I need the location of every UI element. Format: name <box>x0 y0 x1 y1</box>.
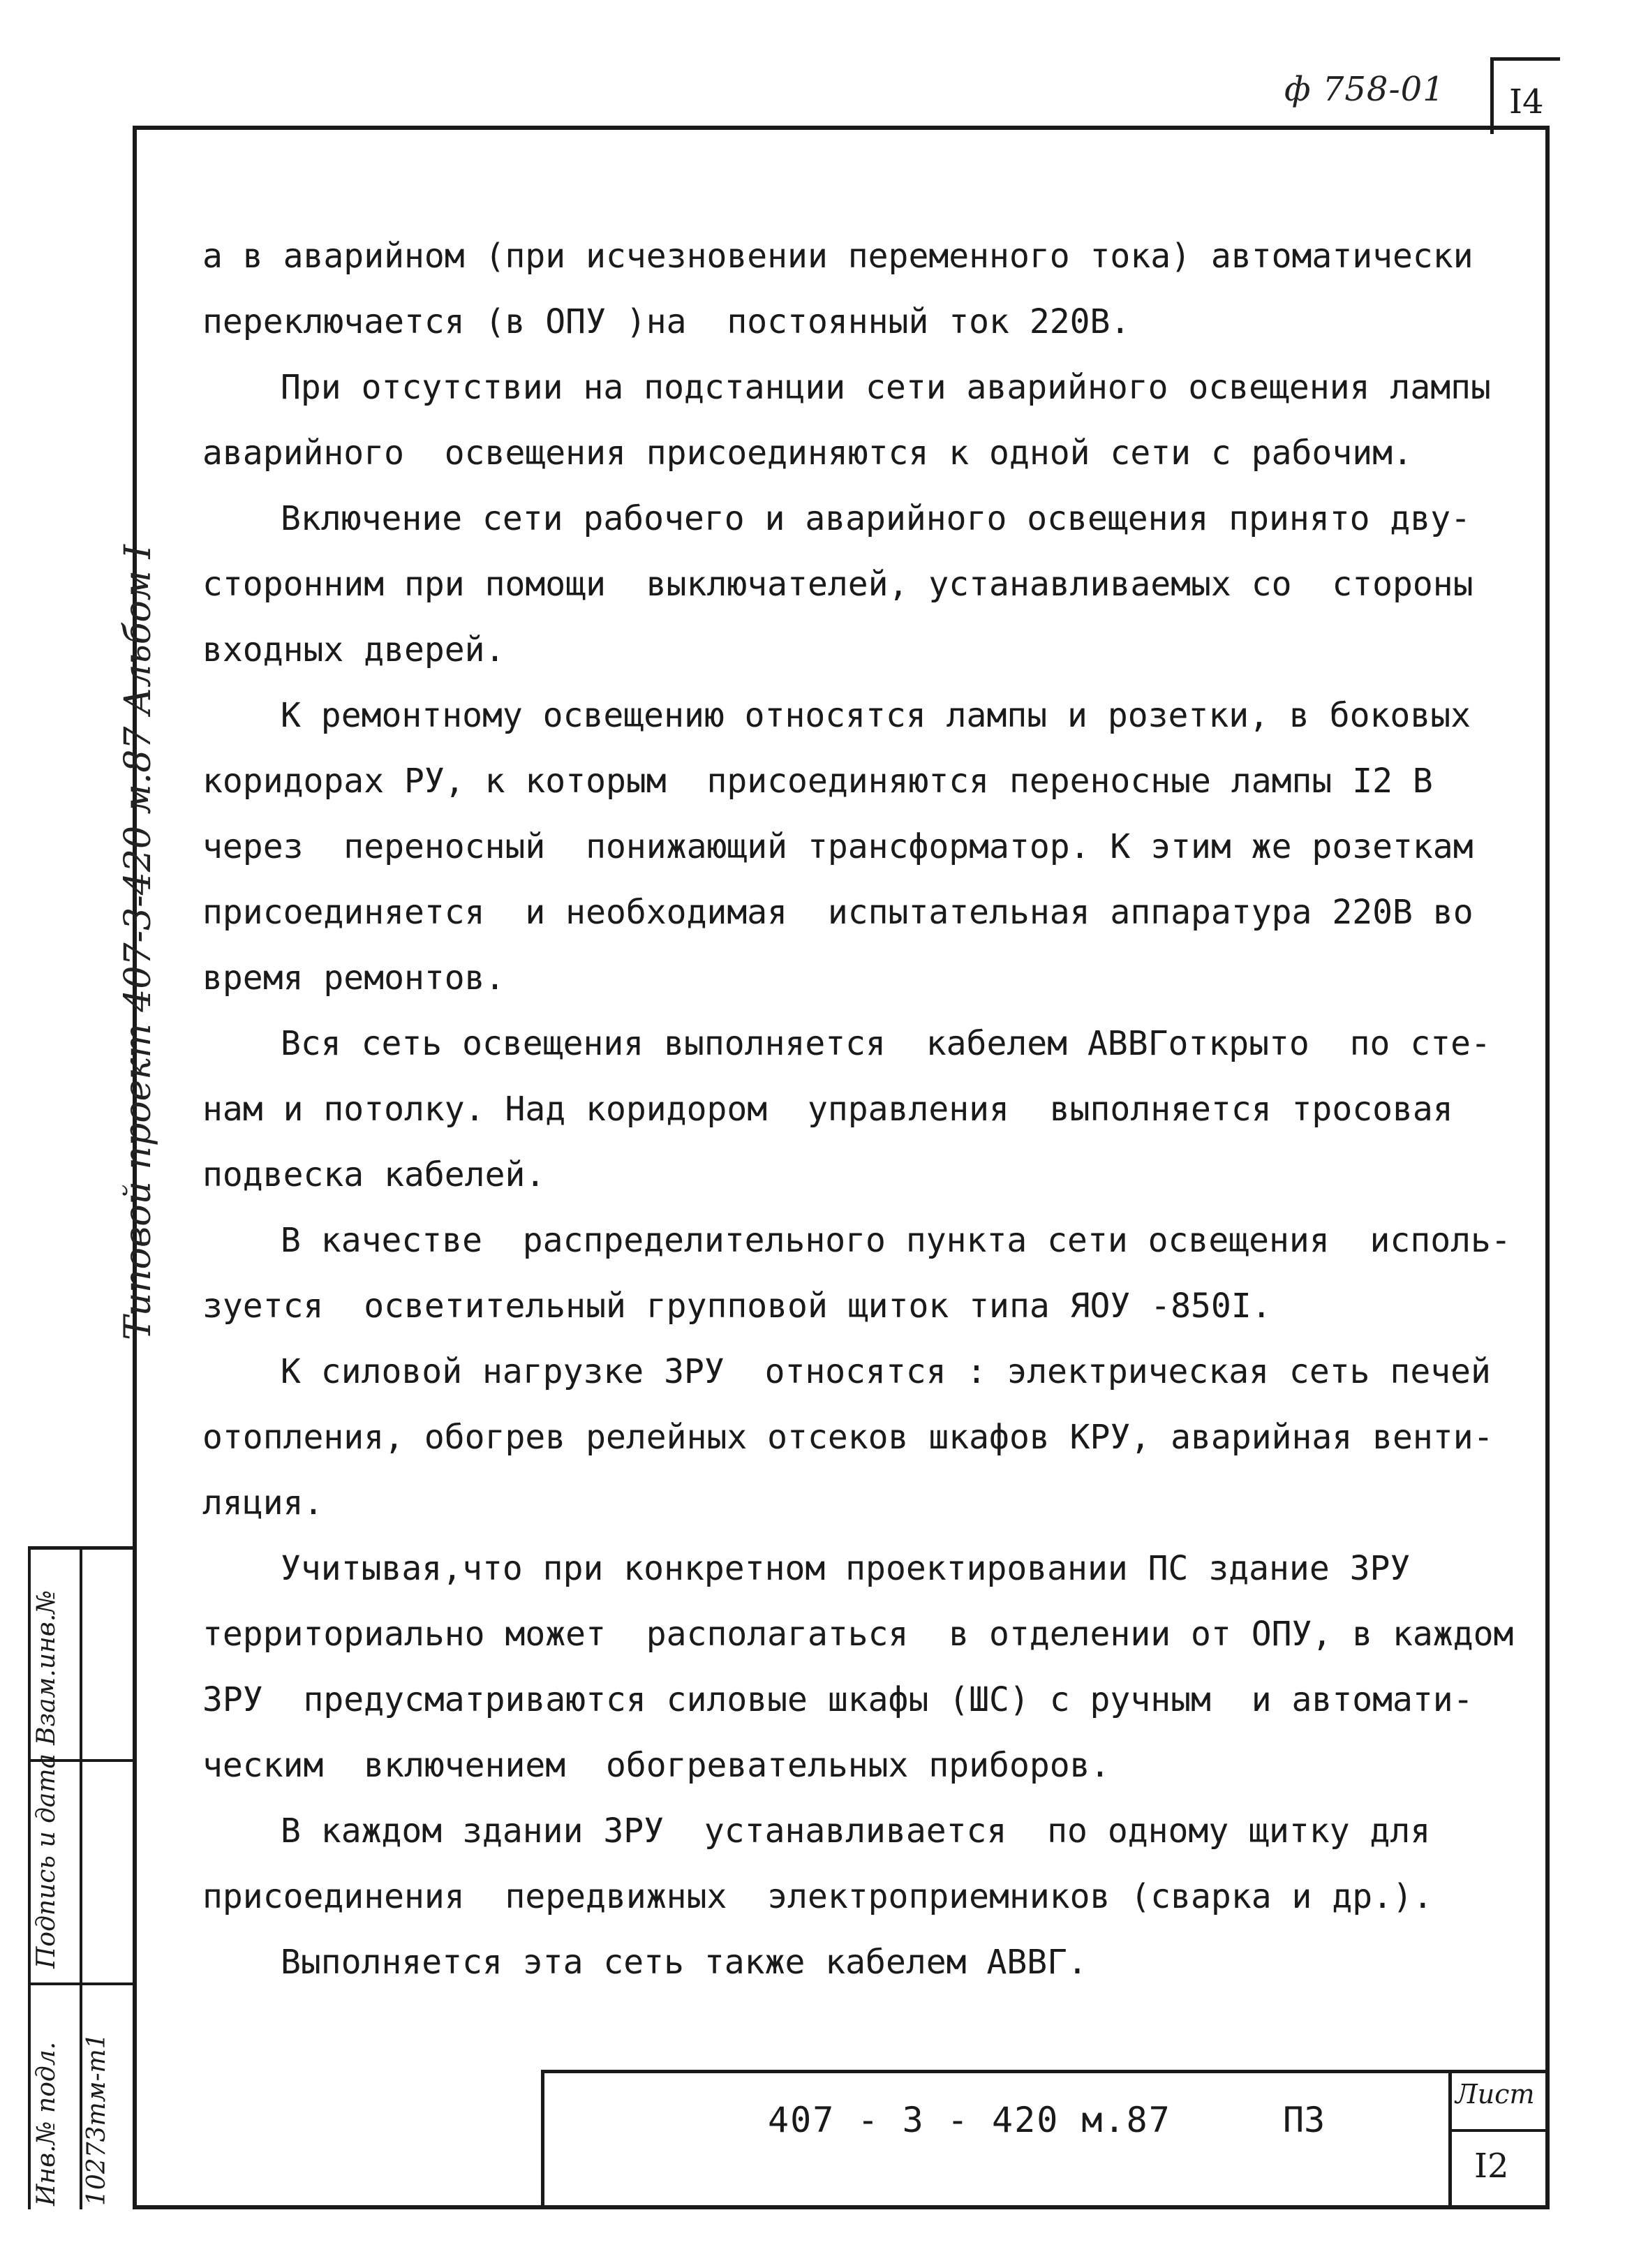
title-block-doc-type: ПЗ <box>1283 2100 1326 2140</box>
sheet-number: I2 <box>1474 2147 1509 2186</box>
text-line: а в аварийном (при исчезновении переменного тока) автоматически <box>202 237 1473 276</box>
paragraph <box>202 355 1515 486</box>
text-line: Выполняется эта сеть также кабелем АВВГ. <box>281 1943 1087 1982</box>
text-line: Вся сеть освещения выполняется кабелем АВВГоткрыто по сте- <box>281 1024 1491 1063</box>
paragraph <box>202 1536 1515 1798</box>
text-line: В качестве распределительного пункта сети освещения исполь- <box>281 1221 1511 1260</box>
paragraph <box>202 683 1515 1011</box>
text-line: нам и потолку. Над коридором управления выполняется тросовая <box>202 1090 1453 1129</box>
text-line: ческим включением обогревательных приборов. <box>202 1746 1111 1785</box>
stamp-inv-orig-value: 10273тм-т1 <box>82 2033 111 2206</box>
text-line: Включение сети рабочего и аварийного освещения принято дву- <box>281 499 1471 538</box>
title-block-code: 407 - 3 - 420 м.87 <box>768 2100 1171 2140</box>
stamp-signature-date-label: Подпись и дата <box>32 1754 61 1969</box>
text-line: присоединяется и необходимая испытательная аппаратура 220В во <box>202 893 1473 932</box>
paragraph <box>202 223 1515 355</box>
text-line: ЗРУ предусматриваются силовые шкафы (ШС) с ручным и автомати- <box>202 1680 1473 1719</box>
text-line: входных дверей. <box>202 630 505 669</box>
paragraph <box>202 486 1515 683</box>
text-line: коридорах РУ, к которым присоединяются переносные лампы I2 В <box>202 762 1433 801</box>
stamp-replace-inv-label: Взам.инв.№ <box>32 1589 61 1745</box>
stamp-row-divider <box>31 1982 135 1985</box>
stamp-inv-orig-label: Инв.№ подл. <box>32 2041 61 2206</box>
text-line: При отсутствии на подстанции сети аварийного освещения лампы <box>281 368 1491 407</box>
text-line: В каждом здании ЗРУ устанавливается по одному щитку для <box>281 1811 1431 1851</box>
paragraph <box>202 1339 1515 1536</box>
text-line: присоединения передвижных электроприемников (сварка и др.). <box>202 1877 1433 1916</box>
paragraph <box>202 1929 1515 1995</box>
text-line: время ремонтов. <box>202 958 505 998</box>
page-number-box-top-line <box>1490 57 1560 61</box>
handwritten-document-code: ф 758-01 <box>1284 70 1445 109</box>
sheet-box-divider <box>1448 2129 1550 2132</box>
text-line: аварийного освещения присоединяются к одной сети с рабочим. <box>202 433 1413 473</box>
text-line: Учитывая,что при конкретном проектировании ПС здание ЗРУ <box>281 1549 1411 1588</box>
paragraph <box>202 1208 1515 1339</box>
text-line: К ремонтному освещению относятся лампы и розетки, в боковых <box>281 696 1471 735</box>
text-line: отопления, обогрев релейных отсеков шкафов КРУ, аварийная венти- <box>202 1418 1494 1457</box>
text-line: территориально может располагаться в отделении от ОПУ, в каждом <box>202 1615 1514 1654</box>
side-project-label: Типовой проект 407-3-420 м.87 Альбом I <box>117 544 159 1340</box>
text-line: переключается (в ОПУ )на постоянный ток 220В. <box>202 302 1131 341</box>
text-line: через переносный понижающий трансформатор. К этим же розеткам <box>202 827 1473 866</box>
text-line: подвеска кабелей. <box>202 1155 546 1194</box>
sheet-label: Лист <box>1455 2079 1535 2110</box>
body-text <box>202 223 1515 1995</box>
paragraph <box>202 1798 1515 1929</box>
paragraph <box>202 1011 1515 1208</box>
text-line: ляция. <box>202 1483 324 1522</box>
text-line: зуется осветительный групповой щиток типа ЯОУ -850I. <box>202 1287 1272 1326</box>
text-line: К силовой нагрузке ЗРУ относятся : электрическая сеть печей <box>281 1352 1491 1391</box>
text-line: сторонним при помощи выключателей, устанавливаемых со стороны <box>202 565 1473 604</box>
page-number: I4 <box>1509 82 1544 121</box>
